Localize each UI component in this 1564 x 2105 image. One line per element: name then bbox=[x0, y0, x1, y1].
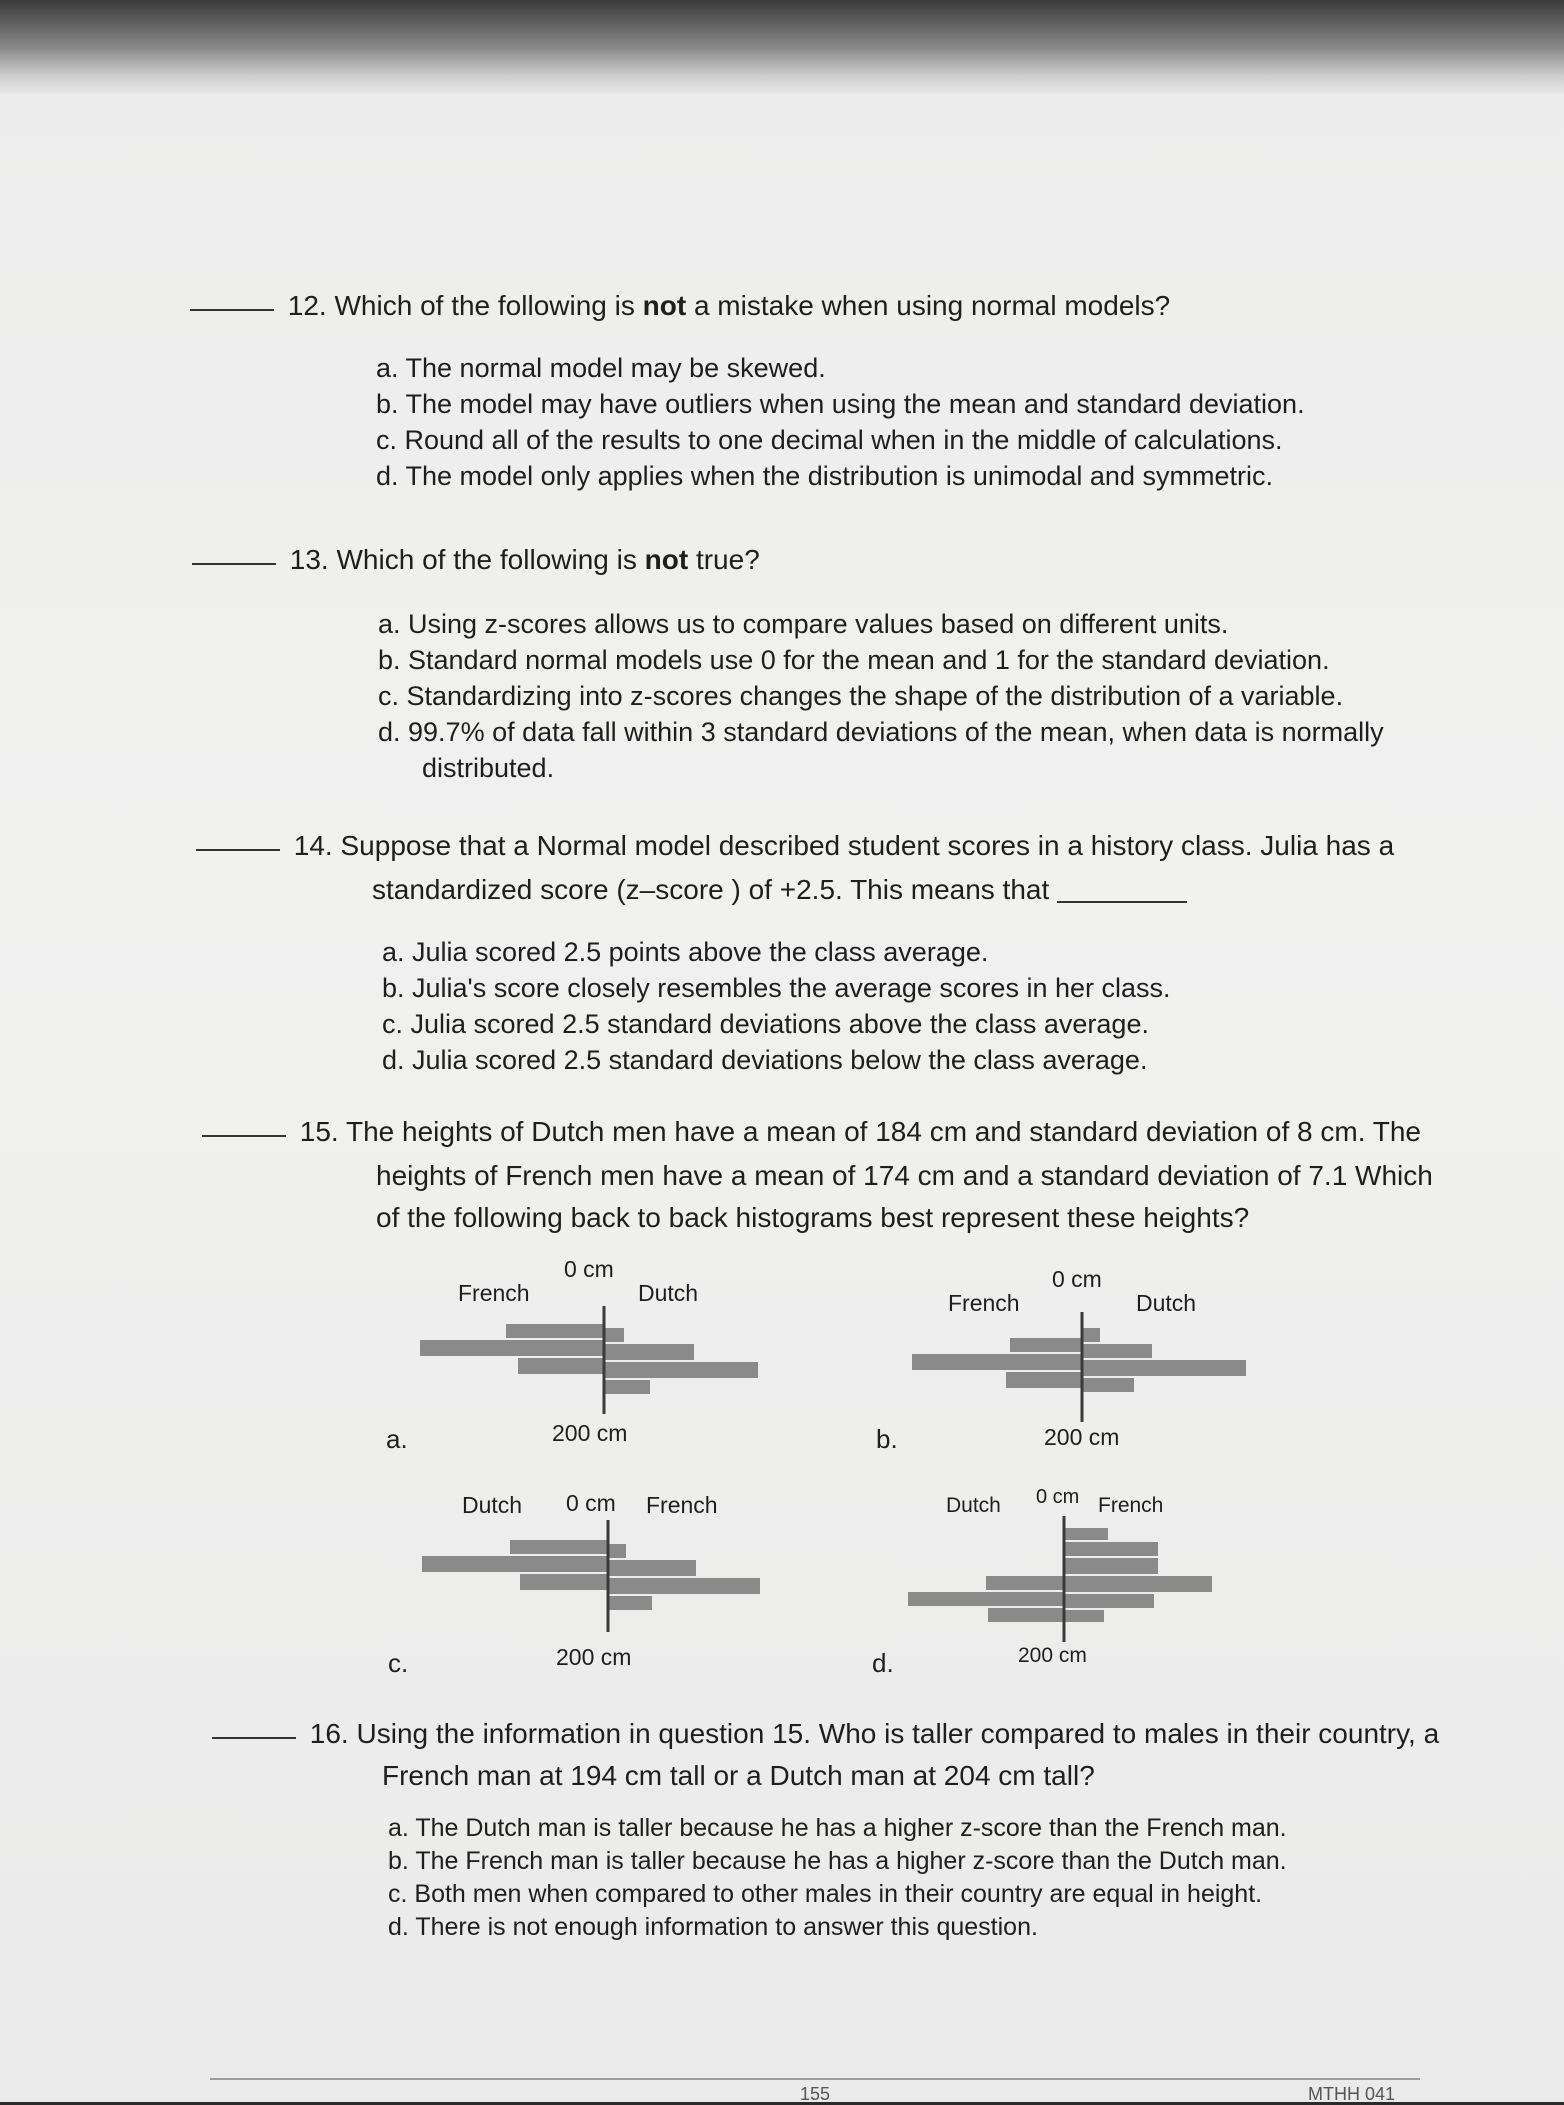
answer-blank-14[interactable] bbox=[196, 849, 280, 851]
hist-c-right-bar-2 bbox=[608, 1560, 696, 1576]
question-15 bbox=[202, 1114, 1421, 1150]
question-13 bbox=[192, 542, 760, 578]
question-number: 13. bbox=[289, 544, 329, 575]
options-12 bbox=[376, 350, 1305, 494]
hist-c-right-bar-1 bbox=[608, 1544, 626, 1558]
course-code: MTHH 041 bbox=[1308, 2084, 1396, 2104]
question-emphasis: not bbox=[644, 544, 689, 575]
hist-c-top-label: 0 cm bbox=[566, 1490, 616, 1516]
hist-b-left-bar-3 bbox=[1006, 1372, 1082, 1388]
hist-a-right-label: Dutch bbox=[638, 1280, 699, 1306]
hist-d-right-label: French bbox=[1098, 1494, 1164, 1517]
hist-b-top-label: 0 cm bbox=[1052, 1266, 1102, 1292]
question-text: Using the information in question 15. Who is taller compared to males in their country, a bbox=[356, 1718, 1440, 1749]
question-text-end: true? bbox=[688, 544, 760, 575]
option-b: b. Standard normal models use 0 for the mean and 1 for the standard deviation. bbox=[378, 645, 1330, 675]
option-b: b. The French man is taller because he has a higher z-score than the Dutch man. bbox=[388, 1847, 1287, 1875]
hist-a-right-bar-1 bbox=[604, 1328, 624, 1342]
hist-b-right-bar-1 bbox=[1082, 1328, 1100, 1342]
hist-b-right-bar-4 bbox=[1082, 1378, 1134, 1392]
question-16-line-2: French man at 194 cm tall or a Dutch man at 204 cm tall? bbox=[382, 1760, 1095, 1791]
option-d: d. The model only applies when the distribution is unimodal and symmetric. bbox=[376, 461, 1273, 491]
hist-d-right-bar-6 bbox=[1064, 1610, 1104, 1622]
answer-blank-12[interactable] bbox=[190, 309, 274, 311]
question-text-end: a mistake when using normal models? bbox=[686, 290, 1171, 321]
hist-c-left-label: Dutch bbox=[462, 1492, 523, 1518]
histogram-a bbox=[418, 1302, 758, 1418]
hist-d-right-bar-4 bbox=[1064, 1576, 1212, 1592]
hist-b-right-bar-2 bbox=[1082, 1344, 1152, 1358]
question-text: The heights of Dutch men have a mean of 184 cm and standard deviation of 8 cm. The bbox=[346, 1116, 1422, 1147]
hist-d-right-bar-3 bbox=[1064, 1558, 1158, 1574]
question-14-line-2 bbox=[372, 872, 1187, 908]
option-c: c. Round all of the results to one decimal when in the middle of calculations. bbox=[376, 425, 1283, 455]
hist-a-right-bar-2 bbox=[604, 1344, 694, 1360]
question-15-line-2: heights of French men have a mean of 174 cm and a standard deviation of 7.1 Which bbox=[376, 1160, 1433, 1191]
histogram-c bbox=[420, 1518, 760, 1636]
hist-a-letter: a. bbox=[386, 1424, 408, 1454]
option-c: c. Julia scored 2.5 standard deviations above the class average. bbox=[382, 1009, 1149, 1039]
hist-a-top-label: 0 cm bbox=[564, 1256, 614, 1282]
option-c: c. Standardizing into z-scores changes the shape of the distribution of a variable. bbox=[378, 681, 1344, 711]
hist-a-left-bar-1 bbox=[506, 1324, 604, 1338]
options-13 bbox=[378, 606, 1384, 786]
hist-d-top-label: 0 cm bbox=[1036, 1486, 1080, 1508]
option-a: a. Using z-scores allows us to compare values based on different units. bbox=[378, 609, 1229, 639]
hist-b-right-label: Dutch bbox=[1136, 1290, 1197, 1316]
option-d: d. Julia scored 2.5 standard deviations below the class average. bbox=[382, 1045, 1148, 1075]
hist-c-letter: c. bbox=[388, 1648, 409, 1678]
question-number: 12. bbox=[287, 290, 327, 321]
hist-c-right-label: French bbox=[646, 1492, 718, 1518]
hist-d-letter: d. bbox=[872, 1648, 894, 1678]
hist-b-left-bar-2 bbox=[912, 1354, 1082, 1370]
options-14 bbox=[382, 934, 1171, 1078]
hist-c-right-bar-3 bbox=[608, 1578, 760, 1594]
fill-in-blank-14[interactable] bbox=[1057, 901, 1187, 903]
hist-d-left-bar-1 bbox=[986, 1576, 1064, 1590]
hist-b-bottom-label: 200 cm bbox=[1044, 1424, 1120, 1450]
question-number: 16. bbox=[309, 1718, 349, 1749]
hist-b-left-bar-1 bbox=[1010, 1338, 1082, 1352]
hist-b-right-bar-3 bbox=[1082, 1360, 1246, 1376]
hist-d-left-bar-2 bbox=[908, 1592, 1064, 1606]
hist-c-left-bar-3 bbox=[520, 1574, 608, 1590]
answer-blank-16[interactable] bbox=[212, 1737, 296, 1739]
question-number: 15. bbox=[299, 1116, 339, 1147]
option-d: d. 99.7% of data fall within 3 standard deviations of the mean, when data is normally bbox=[378, 717, 1384, 747]
hist-c-left-bar-2 bbox=[422, 1556, 608, 1572]
option-d: d. There is not enough information to answer this question. bbox=[388, 1913, 1038, 1941]
hist-c-right-bar-4 bbox=[608, 1596, 652, 1610]
hist-b-left-label: French bbox=[948, 1290, 1020, 1316]
hist-a-right-bar-4 bbox=[604, 1380, 650, 1394]
hist-a-left-label: French bbox=[458, 1280, 530, 1306]
question-text: Which of the following is bbox=[336, 544, 645, 575]
paper-top-shadow bbox=[0, 50, 1564, 94]
hist-d-bottom-label: 200 cm bbox=[1018, 1644, 1087, 1667]
hist-c-left-bar-1 bbox=[510, 1540, 608, 1554]
hist-a-right-bar-3 bbox=[604, 1362, 758, 1378]
question-text-line-2: standardized score (z–score ) of +2.5. This means that bbox=[372, 874, 1050, 905]
option-c: c. Both men when compared to other males in their country are equal in height. bbox=[388, 1880, 1263, 1908]
question-number: 14. bbox=[293, 830, 333, 861]
options-16 bbox=[388, 1812, 1287, 1944]
answer-blank-15[interactable] bbox=[202, 1135, 286, 1137]
histogram-b bbox=[910, 1310, 1250, 1426]
question-text: Which of the following is bbox=[334, 290, 643, 321]
answer-blank-13[interactable] bbox=[192, 563, 276, 565]
option-a: a. Julia scored 2.5 points above the class average. bbox=[382, 937, 989, 967]
option-b: b. Julia's score closely resembles the average scores in her class. bbox=[382, 973, 1171, 1003]
hist-d-right-bar-5 bbox=[1064, 1594, 1154, 1608]
question-15-line-3: of the following back to back histograms best represent these heights? bbox=[376, 1202, 1250, 1233]
option-d-continuation: distributed. bbox=[422, 753, 555, 783]
question-emphasis: not bbox=[642, 290, 687, 321]
hist-d-right-bar-2 bbox=[1064, 1542, 1158, 1556]
footer-rule bbox=[210, 2078, 1420, 2080]
hist-d-left-bar-3 bbox=[988, 1608, 1064, 1622]
page-number: 155 bbox=[800, 2084, 831, 2104]
question-text: Suppose that a Normal model described student scores in a history class. Julia has a bbox=[340, 830, 1395, 861]
hist-c-bottom-label: 200 cm bbox=[556, 1644, 632, 1670]
question-16 bbox=[212, 1716, 1439, 1752]
option-b: b. The model may have outliers when using the mean and standard deviation. bbox=[376, 389, 1305, 419]
option-a: a. The normal model may be skewed. bbox=[376, 353, 826, 383]
hist-d-right-bar-1 bbox=[1064, 1528, 1108, 1540]
hist-a-left-bar-3 bbox=[518, 1358, 604, 1374]
hist-b-letter: b. bbox=[876, 1424, 898, 1454]
histogram-d bbox=[906, 1514, 1216, 1644]
option-a: a. The Dutch man is taller because he has a higher z-score than the French man. bbox=[388, 1814, 1287, 1842]
hist-a-bottom-label: 200 cm bbox=[552, 1420, 628, 1446]
hist-a-left-bar-2 bbox=[420, 1340, 604, 1356]
question-14 bbox=[196, 828, 1394, 864]
hist-d-left-label: Dutch bbox=[946, 1494, 1001, 1517]
question-12 bbox=[190, 288, 1170, 324]
